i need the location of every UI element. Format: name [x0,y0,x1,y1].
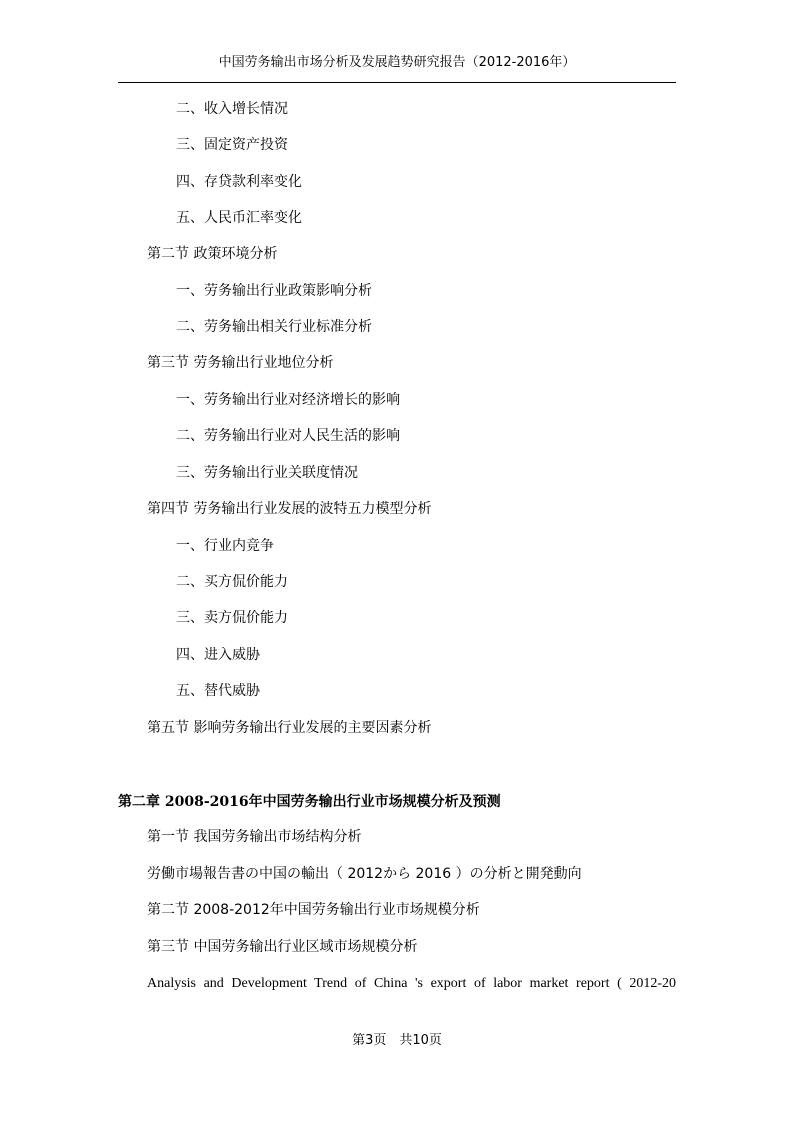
chapter-heading: 第二章 2008-2016年中国劳务输出行业市场规模分析及预测 [118,794,501,810]
toc-english-line: Analysis and Development Trend of China 's export of labor market report ( 2012-20 [147,976,676,991]
page-header-title: 中国劳务输出市场分析及发展趋势研究报告（2012-2016年） [218,55,576,70]
toc-item: 二、收入增长情况 [176,101,288,117]
toc-section: 第二节 2008-2012年中国劳务输出行业市场规模分析 [147,902,480,918]
toc-item: 三、固定资产投资 [176,137,288,153]
toc-section: 第三节 中国劳务输出行业区域市场规模分析 [147,939,418,955]
toc-section: 第五节 影响劳务输出行业发展的主要因素分析 [147,720,432,736]
toc-item: 四、进入威胁 [176,647,260,663]
toc-japanese-line: 労働市場報告書の中国の輸出（ 2012から 2016 ）の分析と開発動向 [147,866,582,882]
toc-item: 一、劳务输出行业政策影响分析 [176,283,372,299]
toc-item: 五、替代威胁 [176,683,260,699]
toc-item: 一、劳务输出行业对经济增长的影响 [176,392,400,408]
header-divider [118,82,676,83]
toc-item: 二、劳务输出行业对人民生活的影响 [176,428,400,444]
toc-item: 一、行业内竞争 [176,538,274,554]
toc-item: 二、买方侃价能力 [176,574,288,590]
toc-section: 第四节 劳务输出行业发展的波特五力模型分析 [147,501,432,517]
toc-item: 五、人民币汇率变化 [176,210,302,226]
toc-section: 第二节 政策环境分析 [147,246,278,262]
toc-item: 三、卖方侃价能力 [176,610,288,626]
toc-item: 三、劳务输出行业关联度情况 [176,465,358,481]
toc-item: 四、存贷款利率变化 [176,174,302,190]
page-number: 第3页 共10页 [352,1033,442,1048]
toc-section: 第三节 劳务输出行业地位分析 [147,355,334,371]
toc-section: 第一节 我国劳务输出市场结构分析 [147,829,362,845]
toc-item: 二、劳务输出相关行业标准分析 [176,319,372,335]
